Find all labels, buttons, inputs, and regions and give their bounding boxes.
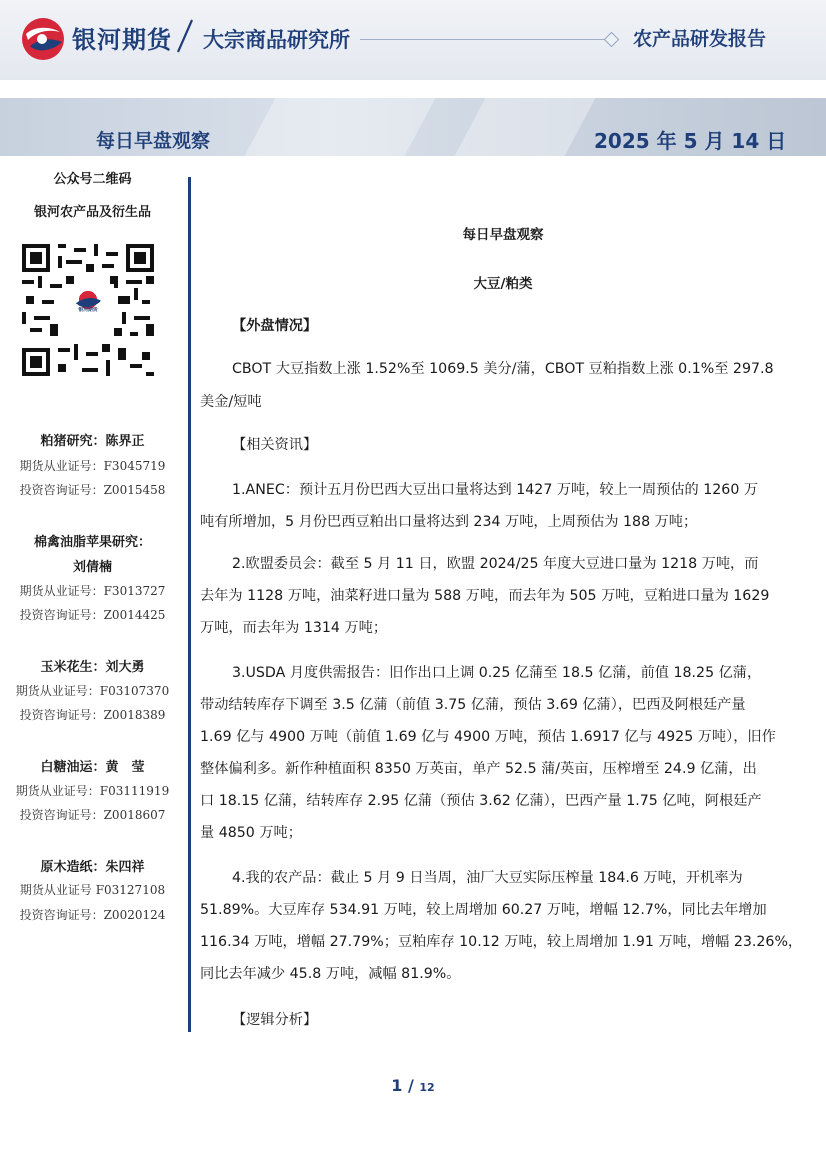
report-title: 每日早盘观察 (462, 227, 544, 243)
paragraph-line: 51.89%。大豆库存 534.91 万吨，较上周增加 60.27 万吨，增幅 12.7%，同比去年增加 (200, 902, 767, 918)
paragraph-line: 整体偏利多。新作种植面积 8350 万英亩，单产 52.5 蒲/英亩，压榨增至 24.9 亿蒲，出 (200, 761, 757, 777)
section-heading: 【逻辑分析】 (232, 1012, 318, 1028)
analyst-role: 原木造纸：朱四祥 (40, 860, 145, 875)
page-total: 12 (419, 1081, 435, 1094)
analyst-license: 期货从业证号 F03127108 (19, 883, 166, 897)
analyst-role: 玉米花生：刘大勇 (40, 660, 145, 675)
qr-subtitle: 银河农产品及衍生品 (33, 205, 151, 220)
paragraph-line: CBOT 大豆指数上涨 1.52%至 1069.5 美分/蒲，CBOT 豆粕指数上涨 0.1%至 297.8 (232, 361, 774, 377)
analyst-license: 期货从业证号：F3013727 (19, 584, 166, 598)
paragraph-line: 带动结转库存下调至 3.5 亿蒲（前值 3.75 亿蒲，预估 3.69 亿蒲），巴西及阿根廷产量 (200, 697, 746, 713)
qr-title: 公众号二维码 (53, 172, 132, 187)
paragraph-line: 美金/短吨 (200, 394, 262, 410)
paragraph-line: 去年为 1128 万吨，油菜籽进口量为 588 万吨，而去年为 505 万吨，豆粕进口量为 1629 (200, 588, 770, 604)
paragraph-line: 1.ANEC：预计五月份巴西大豆出口量将达到 1427 万吨，较上一周预估的 1260 万 (232, 482, 759, 498)
decorative-line (360, 39, 605, 40)
analyst-consult: 投资咨询证号：Z0020124 (19, 908, 166, 922)
analyst-role: 棉禽油脂苹果研究： (33, 535, 151, 550)
page-separator: / (407, 1076, 414, 1095)
vertical-rule (188, 177, 191, 1032)
galaxy-logo-icon (20, 16, 66, 62)
analyst-consult: 投资咨询证号：Z0018607 (19, 808, 166, 822)
paragraph-line: 1.69 亿与 4900 万吨（前值 1.69 亿与 4900 万吨，预估 1.6917 亿与 4925 万吨），旧作 (200, 729, 776, 745)
report-date: 2025 年 5 月 14 日 (594, 129, 787, 153)
paragraph-line: 口 18.15 亿蒲，结转库存 2.95 亿蒲（预估 3.62 亿蒲），巴西产量 1.75 亿吨，阿根廷产 (200, 793, 762, 809)
section-heading: 【相关资讯】 (232, 437, 318, 453)
analyst-license: 期货从业证号：F3045719 (19, 459, 166, 473)
brand-name: 银河期货 (72, 26, 172, 54)
paragraph-line: 同比去年减少 45.8 万吨，减幅 81.9%。 (200, 966, 461, 982)
analyst-name: 刘倩楠 (72, 560, 112, 575)
analyst-role: 白糖油运：黄 莹 (40, 760, 145, 775)
paragraph-line: 吨有所增加，5 月份巴西豆粕出口量将达到 234 万吨，上周预估为 188 万吨； (200, 514, 698, 530)
qr-logo-text: 银河期货 (78, 308, 98, 313)
page-number (0, 1076, 826, 1095)
page-current: 1 (391, 1076, 403, 1095)
analyst-role: 粕猪研究：陈界正 (40, 434, 145, 449)
paragraph-line: 2.欧盟委员会：截至 5 月 11 日，欧盟 2024/25 年度大豆进口量为 1218 万吨，而 (232, 556, 759, 572)
header-gap (0, 80, 826, 98)
band-title: 每日早盘观察 (96, 130, 211, 152)
report-type: 农产品研发报告 (633, 28, 767, 50)
paragraph-line: 万吨，而去年为 1314 万吨； (200, 620, 388, 636)
analyst-license: 期货从业证号：F03111919 (15, 784, 170, 798)
paragraph-line: 量 4850 万吨； (200, 825, 302, 841)
department-name: 大宗商品研究所 (203, 28, 350, 52)
paragraph-line: 3.USDA 月度供需报告：旧作出口上调 0.25 亿蒲至 18.5 亿蒲，前值 18.25 亿蒲， (232, 665, 762, 681)
analyst-consult: 投资咨询证号：Z0014425 (19, 608, 166, 622)
analyst-consult: 投资咨询证号：Z0015458 (19, 483, 166, 497)
analyst-consult: 投资咨询证号：Z0018389 (19, 708, 166, 722)
paragraph-line: 116.34 万吨，增幅 27.79%；豆粕库存 10.12 万吨，较上周增加 1.91 万吨，增幅 23.26%， (200, 934, 803, 950)
report-subtitle: 大豆/粕类 (473, 276, 533, 292)
section-heading: 【外盘情况】 (232, 318, 318, 334)
analyst-license: 期货从业证号：F03107370 (15, 684, 170, 698)
paragraph-line: 4.我的农产品：截止 5 月 9 日当周，油厂大豆实际压榨量 184.6 万吨，开机率为 (232, 870, 743, 886)
slash-divider (170, 16, 200, 56)
